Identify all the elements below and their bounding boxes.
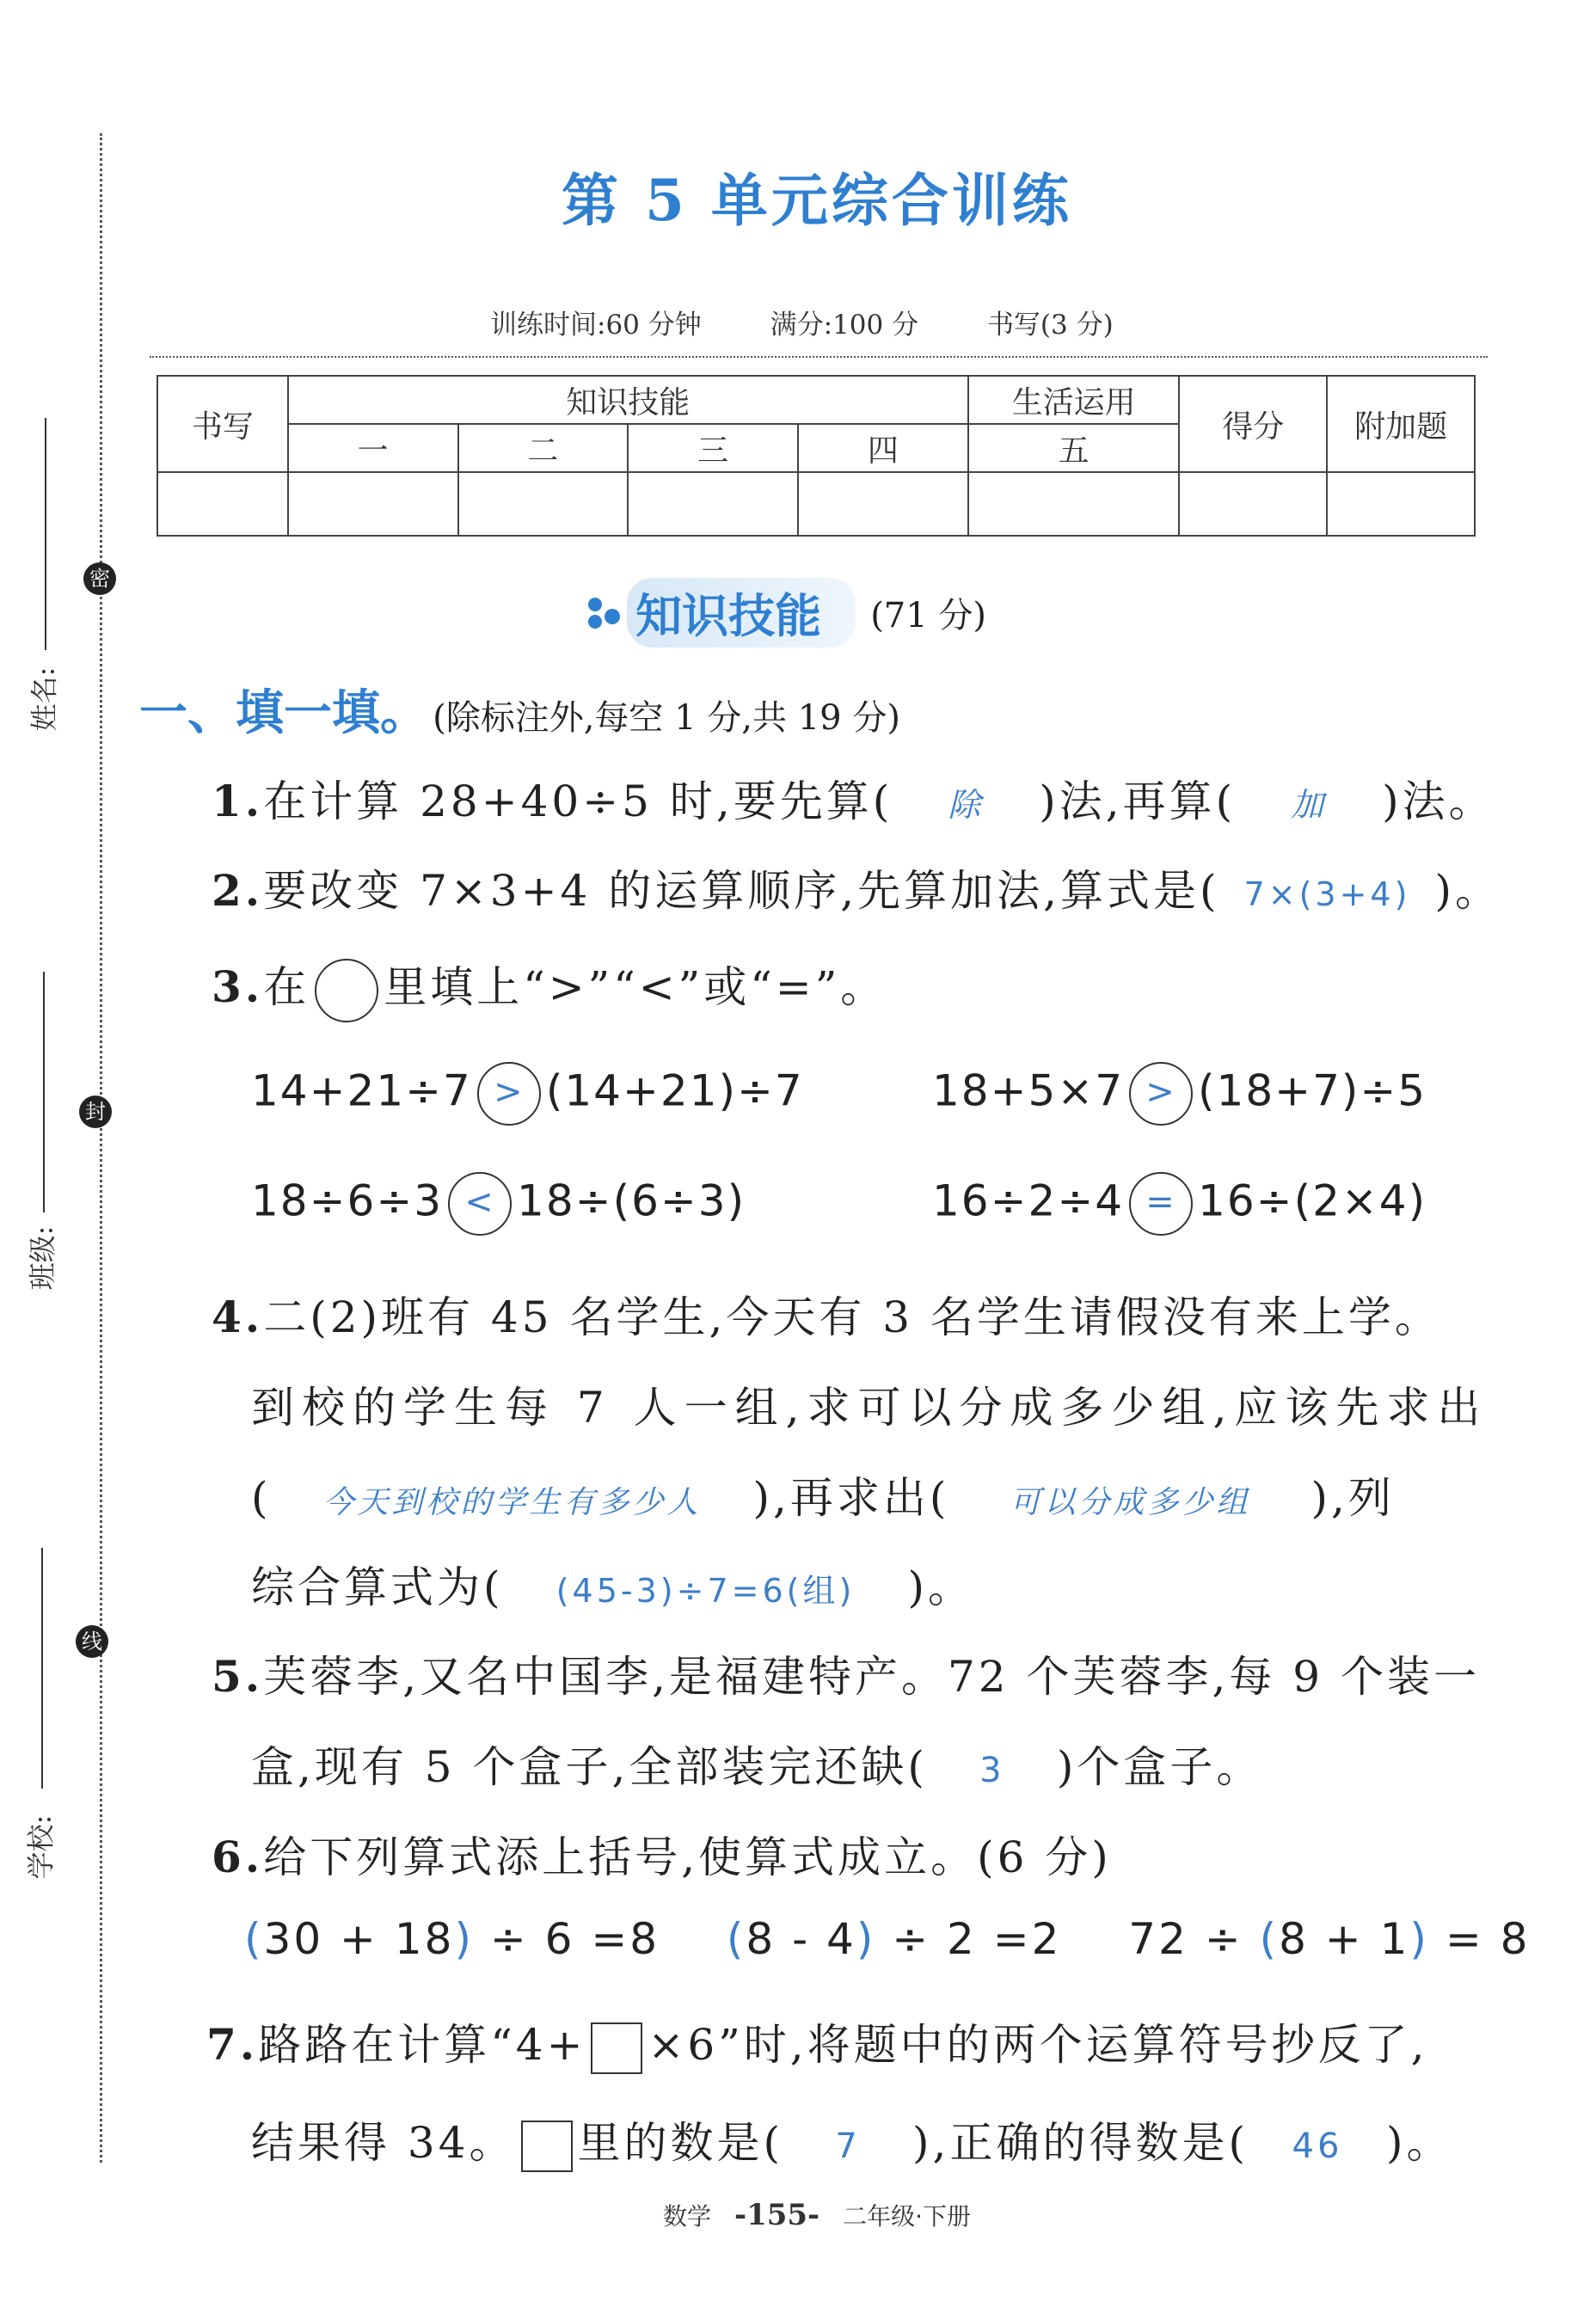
q4-line-4 [251, 1553, 974, 1615]
question-3 [212, 953, 887, 1022]
col-bonus: 附加题 [1327, 376, 1475, 472]
paren: ) [1409, 1914, 1429, 1964]
paren: ( [251, 1473, 272, 1523]
expr: 18÷6÷3 [251, 1175, 444, 1226]
expr: 30 + 18 [263, 1914, 455, 1964]
question-1 [212, 767, 1495, 829]
q5-line-1: 芙蓉李,又名中国李,是福建特产。72 个芙蓉李,每 9 个装一 [263, 1652, 1480, 1702]
q3-row-1b [932, 1062, 1427, 1126]
q-number: 5. [212, 1651, 264, 1702]
q7-text: ×6”时,将题中的两个运算符号抄反了, [648, 2020, 1428, 2070]
blank-circle [315, 959, 378, 1022]
blank-cell[interactable] [458, 472, 629, 536]
expr: ÷ 2 =2 [875, 1914, 1062, 1964]
paren: ( [726, 1914, 746, 1964]
blank-cell[interactable] [288, 472, 458, 536]
class-line [43, 972, 45, 1212]
q3-text-a: 在 [263, 962, 310, 1012]
blank-square [591, 2022, 642, 2074]
col-1: 一 [288, 424, 458, 472]
col-writing: 书写 [157, 376, 288, 472]
col-5: 五 [968, 424, 1180, 472]
question-2 [212, 856, 1501, 918]
col-knowledge: 知识技能 [288, 376, 968, 424]
part1-title: 一、填一填。 [139, 685, 428, 741]
question-4 [212, 1283, 1441, 1345]
q4-text: ),列 [1311, 1473, 1395, 1523]
q1-text-a: 在计算 28+40÷5 时,要先算( [263, 776, 893, 826]
col-4: 四 [798, 424, 968, 472]
answer: (45-3)÷7=6(组) [556, 1572, 856, 1610]
page-number: -155- [734, 2198, 820, 2232]
question-5 [212, 1642, 1480, 1704]
school-line [41, 1548, 43, 1789]
q6-equations [244, 1914, 1530, 1964]
q4-text: 综合算式为( [251, 1562, 504, 1612]
q2-text-b: )。 [1434, 866, 1502, 916]
answer: 加 [1291, 786, 1328, 824]
part1-heading [139, 675, 900, 744]
blank-cell[interactable] [798, 472, 968, 536]
q4-line-1: 二(2)班有 45 名学生,今天有 3 名学生请假没有来上学。 [263, 1292, 1441, 1342]
q-number: 2. [212, 865, 264, 916]
expr: 18÷(6÷3) [517, 1175, 746, 1226]
q7-text: 里的数是( [577, 2118, 784, 2168]
writing-score-info: 书写(3 分) [986, 310, 1114, 341]
q5-text: 盒,现有 5 个盒子,全部装完还缺( [251, 1742, 928, 1792]
expr: 8 - 4 [746, 1914, 856, 1964]
q-number: 3. [212, 961, 264, 1012]
expr: 16÷(2×4) [1198, 1175, 1427, 1226]
answer: 今天到校的学生有多少人 [322, 1485, 702, 1520]
seal-mark: 密 [83, 562, 116, 595]
q7-text: ),正确的得数是( [912, 2118, 1249, 2168]
expr: 18+5×7 [932, 1065, 1125, 1116]
answer: 3 [979, 1751, 1005, 1790]
q7-text: )。 [1385, 2118, 1453, 2168]
answer-circle: = [1129, 1172, 1193, 1236]
col-2: 二 [458, 424, 629, 472]
blank-cell[interactable] [968, 472, 1180, 536]
expr: 8 + 1 [1279, 1914, 1410, 1964]
q7-text: 路路在计算“4+ [258, 2020, 586, 2070]
answer: 7 [835, 2127, 861, 2166]
paren: ( [1259, 1914, 1280, 1964]
q7-line-2 [251, 2108, 1452, 2172]
score-table [157, 375, 1476, 537]
blank-square [521, 2121, 573, 2172]
footer-subject: 数学 [663, 2202, 712, 2231]
section-header [585, 578, 986, 648]
q5-text: )个盒子。 [1056, 1742, 1263, 1792]
seal-mark: 封 [79, 1096, 112, 1128]
seal-mark: 线 [76, 1625, 108, 1658]
question-6 [212, 1823, 1112, 1885]
answer: 7×(3+4) [1243, 875, 1411, 913]
expr: (18+7)÷5 [1198, 1065, 1427, 1116]
footer [0, 2198, 1596, 2232]
q1-text-b: )法,再算( [1039, 776, 1237, 826]
name-line [45, 418, 46, 650]
section-title: 知识技能 [627, 578, 856, 648]
expr: 72 ÷ [1128, 1914, 1260, 1964]
blank-cell[interactable] [157, 472, 288, 536]
col-life: 生活运用 [968, 376, 1180, 424]
q3-row-2 [251, 1172, 746, 1236]
q3-text-b: 里填上“>”“<”或“=”。 [384, 962, 887, 1012]
section-points: (71 分) [870, 596, 987, 635]
part1-note: (除标注外,每空 1 分,共 19 分) [433, 698, 900, 738]
time-info: 训练时间:60 分钟 [490, 310, 702, 341]
q-number: 6. [212, 1832, 264, 1882]
blank-cell[interactable] [1179, 472, 1327, 536]
q7-text: 结果得 34。 [251, 2118, 516, 2168]
footer-grade: 二年级·下册 [843, 2202, 971, 2231]
expr: 16÷2÷4 [932, 1175, 1125, 1226]
question-7 [206, 2010, 1428, 2074]
q3-row-2b [932, 1172, 1427, 1236]
dotted-divider [150, 356, 1488, 358]
binding-dotted-line [100, 133, 102, 2163]
q3-row-1 [251, 1062, 804, 1126]
answer: 46 [1292, 2127, 1343, 2166]
paren: ) [856, 1914, 876, 1964]
paren: ) [454, 1914, 474, 1964]
expr: = 8 [1428, 1914, 1531, 1964]
q4-line-2: 到校的学生每 7 人一组,求可以分成多少组,应该先求出 [251, 1383, 1489, 1433]
q6-text: 给下列算式添上括号,使算式成立。(6 分) [263, 1832, 1112, 1882]
answer: 可以分成多少组 [1010, 1485, 1251, 1520]
answer: 除 [948, 786, 985, 824]
q1-text-c: )法。 [1382, 776, 1495, 826]
q5-line-2 [251, 1733, 1262, 1795]
name-label: 姓名: [28, 666, 61, 732]
exam-meta [490, 303, 1114, 341]
q4-line-3 [251, 1464, 1395, 1525]
q-number: 1. [212, 776, 264, 826]
school-label: 学校: [24, 1814, 58, 1880]
q4-text: )。 [907, 1562, 975, 1612]
q4-text: ),再求出( [752, 1473, 950, 1523]
q2-text-a: 要改变 7×3+4 的运算顺序,先算加法,算式是( [263, 866, 1220, 916]
q-number: 4. [212, 1292, 264, 1342]
answer-circle: > [477, 1062, 541, 1126]
page-title: 第 5 单元综合训练 [562, 167, 1072, 234]
class-label: 班级: [26, 1225, 59, 1291]
col-3: 三 [628, 424, 798, 472]
expr: ÷ 6 =8 [473, 1914, 660, 1964]
answer-circle: > [1129, 1062, 1193, 1126]
blank-cell[interactable] [1327, 472, 1475, 536]
full-score-info: 满分:100 分 [770, 310, 919, 341]
expr: (14+21)÷7 [545, 1065, 804, 1116]
answer-circle: < [448, 1172, 512, 1236]
blank-cell[interactable] [628, 472, 798, 536]
q-number: 7. [206, 2019, 259, 2070]
expr: 14+21÷7 [251, 1065, 472, 1116]
paren: ( [244, 1914, 264, 1964]
col-score: 得分 [1179, 376, 1327, 472]
dots-icon [585, 596, 623, 630]
